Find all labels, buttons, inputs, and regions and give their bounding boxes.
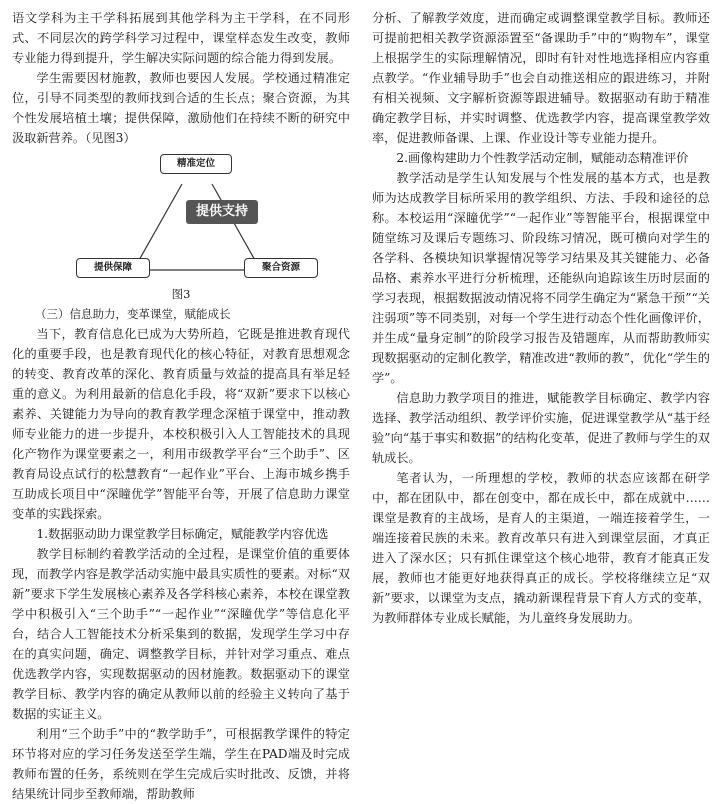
- right-paragraph-4: 笔者认为，一所理想的学校，教师的状态应该都在研学中，都在团队中，都在创变中，都在成长中，都在成就中……课堂是教育的主战场，是育人的主渠道，一端连接着学生，一端连接着民族的未来。教育改革只有进入到课堂层面，才真正进入了深水区；只有抓住课堂这个核心地带，教育才能真正发展，教师也才能更好地获得真正的成长。学校将继续立足“双新”要求，以课堂为支点，撬动新课程背景下育人方式的变革，为教师群体专业成长赋能，为儿童终身发展助力。: [372, 471, 710, 625]
- left-paragraph-5: 利用“三个助手”中的“教学助手”，可根据教学课件的特定环节将对应的学习任务发送至学生端，学生在PAD端及时完成教师布置的任务，系统则在学生完成后实时批改、反馈，并将结果统计同步至教师端，帮助教师: [12, 727, 350, 801]
- section-heading: （三）信息助力，变革课堂，赋能成长: [35, 307, 231, 321]
- right-paragraph-3: 信息助力教学项目的推进，赋能教学目标确定、教学内容选择、教学活动组织、教学评价实施，促进课堂教学从“基于经验”向“基于事实和数据”的结构化变革，促进了教师与学生的双轨成长。: [372, 391, 710, 465]
- right-column: [372, 8, 710, 628]
- node-precise-positioning: 精准定位: [160, 154, 232, 174]
- node-provide-guarantee: 提供保障: [76, 258, 150, 278]
- figure-caption: 图3: [171, 287, 191, 301]
- subheading-2: 2.画像构建助力个性教学活动定制，赋能动态精准评价: [396, 151, 689, 165]
- node-aggregate-resources: 聚合资源: [244, 258, 318, 278]
- left-paragraph-1: 语文学科为主干学科拓展到其他学科为主干学科，在不同形式、不同层次的跨学科学习过程中，课堂样态发生改变，教师专业能力得到提升，学生解决实际问题的综合能力得到发展。: [12, 11, 350, 65]
- left-paragraph-2: 学生需要因材施教，教师也要因人发展。学校通过精准定位，引导不同类型的教师找到合适的生长点；聚合资源，为其个性发展培植土壤；提供保障，激励他们在持续不断的研究中汲取新营养。（见图3）: [12, 71, 350, 145]
- left-paragraph-3: 当下，教育信息化已成为大势所趋，它既是推进教育现代化的重要手段，也是教育现代化的核心特征，对教育思想观念的转变、教育改革的深化、教育质量与效益的提高具有举足轻重的意义。为利用最新的信息化手段，将“双新”要求下以核心素养、关键能力为导向的教育教学理念深植于课堂中，推动教师专业能力的进一步提升，本校积极引入人工智能技术的具现化产物作为课堂要素之一，利用市级教学平台“三个助手”、区教育局设点试行的松慧教育“一起作业”平台、上海市城乡携手互助成长项目中“深瞳优学”智能平台等，开展了信息助力课堂变革的实践探索。: [12, 327, 350, 521]
- left-column: [12, 8, 350, 804]
- left-paragraph-4: 教学目标制约着教学活动的全过程，是课堂价值的重要体现，而教学内容是教学活动实施中最具实质性的要素。对标“双新”要求下学生发展核心素养及各学科核心素养，本校在课堂教学中积极引入“三个助手”“一起作业”“深瞳优学”等信息化平台，结合人工智能技术分析采集到的数据，发现学生学习中存在的真实问题，确定、调整教学目标，并针对学习重点、难点优选教学内容，实现数据驱动的因材施教。数据驱动下的课堂教学目标、教学内容的确定从教师以前的经验主义转向了基于数据的实证主义。: [12, 547, 350, 721]
- node-provide-support: 提供支持: [186, 200, 258, 224]
- right-paragraph-1: 分析、了解教学效度，进而确定或调整课堂教学目标。教师还可提前把相关教学资源添置至“备课助手”中的“购物车”，课堂上根据学生的实际理解情况，即时有针对性地选择相应内容重点教学。“作业辅导助手”也会自动推送相应的跟进练习，并附有相关视频、文字解析资源等跟进辅导。数据驱动有助于精准确定教学目标，并实时调整、优选教学内容，提高课堂教学效率，促进教师备课、上课、作业设计等专业能力提升。: [372, 11, 710, 145]
- connector-top-left: [138, 184, 182, 262]
- figure-3-diagram: [12, 154, 350, 272]
- subheading-1: 1.数据驱动助力课堂教学目标确定，赋能教学内容优选: [36, 527, 329, 541]
- right-paragraph-2: 教学活动是学生认知发展与个性发展的基本方式，也是教师为达成教学目标所采用的教学组织、方法、手段和途径的总称。本校运用“深瞳优学”“一起作业”等智能平台，根据课堂中随堂练习及课后专题练习、阶段练习情况，既可横向对学生的各学科、各模块知识掌握情况等学习结果及其关键能力、必备品格、素养水平进行分析梳理，还能纵向追踪该生历时层面的学习表现，根据数据波动情况将不同学生确定为“紧急干预”“关注弱项”等不同类别，对每一个学生进行动态个性化画像评价，并生成“量身定制”的阶段学习报告及错题库，从而帮助教师实现数据驱动的定制化教学，精准改进“教师的教”，优化“学生的学”。: [372, 171, 710, 385]
